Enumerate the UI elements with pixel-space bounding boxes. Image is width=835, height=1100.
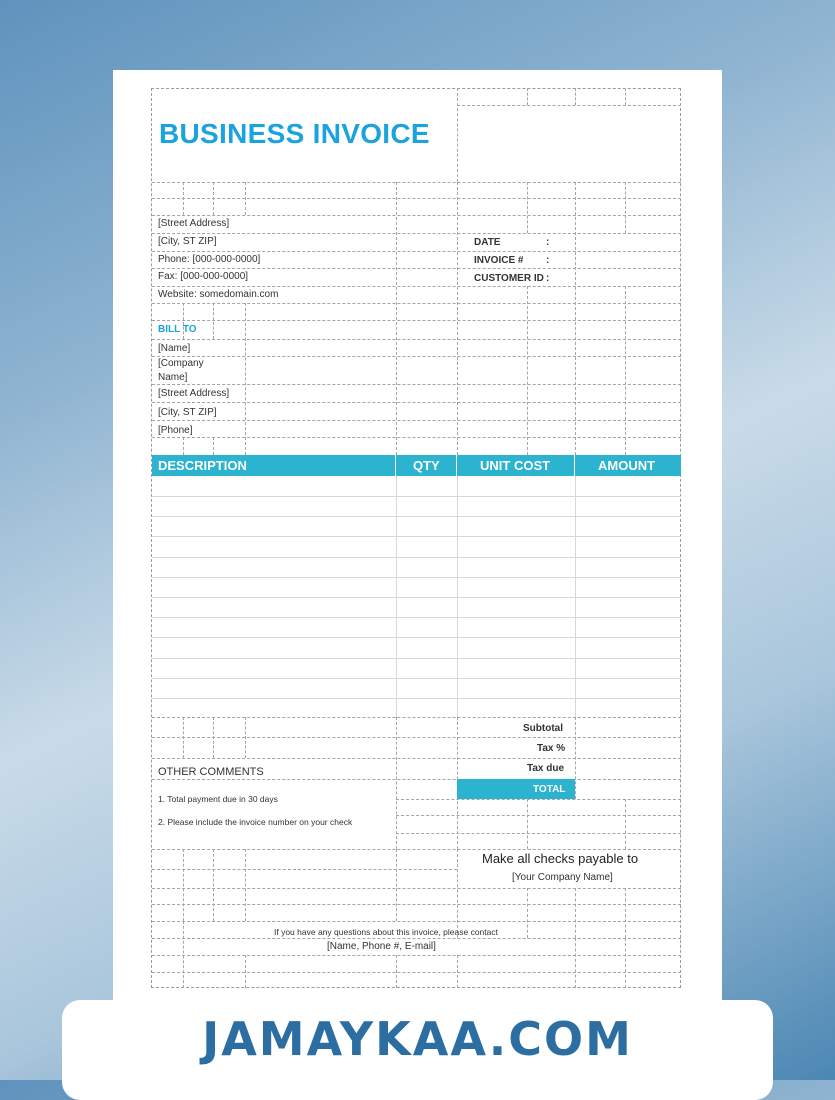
grid-line (183, 849, 184, 921)
grid-line (213, 717, 214, 758)
grid-line (152, 215, 681, 216)
grid-line (575, 717, 576, 799)
grid-line (396, 955, 397, 988)
grid-line (396, 799, 681, 800)
grid-line (152, 955, 681, 956)
grid-line (457, 955, 458, 988)
grid-line (625, 182, 626, 233)
grid-line (396, 833, 681, 834)
grid-line (625, 286, 626, 455)
grid-line (152, 557, 681, 558)
grid-line (183, 717, 184, 758)
grid-line (457, 476, 458, 717)
brand-logo-text[interactable]: JAMAYKAA.COM (202, 1012, 633, 1066)
customer-id-label: CUSTOMER ID (474, 273, 544, 284)
grid-line (152, 356, 681, 357)
grid-line (245, 182, 246, 215)
grid-line (183, 921, 184, 988)
grid-line (152, 869, 457, 870)
grid-line (457, 105, 681, 106)
sender-website[interactable]: Website: somedomain.com (158, 289, 279, 300)
payable-company[interactable]: [Your Company Name] (512, 872, 613, 883)
grid-line (527, 286, 528, 455)
grid-line (152, 536, 681, 537)
grid-line (152, 849, 681, 850)
grid-line (152, 972, 681, 973)
col-unit-cost: UNIT COST (480, 458, 551, 473)
invoice-number-colon: : (546, 255, 550, 266)
comment-line-2[interactable]: 2. Please include the invoice number on your check (158, 817, 353, 827)
sender-fax[interactable]: Fax: [000-000-0000] (158, 271, 249, 282)
grid-line (457, 182, 458, 455)
grid-line (152, 339, 681, 340)
grid-line (396, 849, 397, 921)
grid-line (152, 717, 681, 718)
date-label: DATE (474, 237, 501, 248)
grid-line (152, 921, 681, 922)
grid-line (152, 286, 681, 287)
grid-line (183, 437, 184, 455)
grid-line (152, 303, 681, 304)
grid-line (575, 88, 576, 105)
sender-city[interactable]: [City, ST ZIP] (158, 236, 217, 247)
subtotal-label: Subtotal (523, 723, 563, 734)
bill-to-city[interactable]: [City, ST ZIP] (158, 407, 217, 418)
grid-line (152, 737, 681, 738)
grid-line (152, 251, 681, 252)
grid-line (152, 182, 681, 183)
grid-line (152, 420, 681, 421)
comment-line-1[interactable]: 1. Total payment due in 30 days (158, 794, 278, 804)
grid-line (152, 516, 681, 517)
bill-to-phone[interactable]: [Phone] (158, 425, 193, 436)
grid-line (527, 888, 528, 938)
customer-id-colon: : (546, 273, 550, 284)
grid-line (213, 303, 214, 339)
bill-to-street[interactable]: [Street Address] (158, 388, 230, 399)
bill-to-name[interactable]: [Name] (158, 343, 191, 354)
grid-line (152, 597, 681, 598)
grid-line (152, 384, 681, 385)
total-label: TOTAL (533, 784, 566, 795)
grid-line (152, 637, 681, 638)
grid-line (245, 303, 246, 455)
grid-line (152, 678, 681, 679)
grid-line (575, 182, 576, 455)
grid-line (396, 182, 397, 455)
grid-line (575, 938, 576, 988)
col-qty: QTY (413, 458, 440, 473)
grid-line (152, 402, 681, 403)
grid-line (527, 799, 528, 849)
grid-line (152, 938, 681, 939)
grid-line (245, 717, 246, 758)
grid-line (152, 437, 681, 438)
grid-line (213, 849, 214, 921)
sender-phone[interactable]: Phone: [000-000-0000] (158, 254, 261, 265)
grid-line (245, 849, 246, 921)
grid-line (245, 955, 246, 988)
footer-banner (62, 1000, 773, 1100)
grid-line (152, 268, 681, 269)
grid-line (152, 888, 681, 889)
grid-line (152, 698, 681, 699)
invoice-title: BUSINESS INVOICE (159, 118, 430, 149)
grid-line (183, 182, 184, 215)
grid-line (527, 88, 528, 105)
payable-label: Make all checks payable to (482, 851, 639, 866)
tax-pct-label: Tax % (537, 743, 566, 754)
grid-line (575, 888, 576, 938)
grid-line (527, 182, 528, 233)
grid-line (396, 815, 681, 816)
grid-line (152, 658, 681, 659)
grid-line (396, 476, 397, 717)
grid-line (457, 88, 458, 182)
grid-line (213, 182, 214, 215)
grid-line (152, 577, 681, 578)
grid-line (152, 758, 681, 759)
grid-line (152, 233, 681, 234)
grid-line (625, 88, 626, 105)
other-comments-label: OTHER COMMENTS (158, 766, 264, 778)
contact-line-2[interactable]: [Name, Phone #, E-mail] (327, 941, 436, 952)
bill-to-company-line1[interactable]: [Company (158, 358, 204, 369)
bill-to-label: BILL TO (158, 324, 197, 335)
grid-line (625, 888, 626, 938)
items-table-header (152, 455, 681, 476)
grid-line (625, 799, 626, 849)
bill-to-company-line2[interactable]: Name] (158, 372, 188, 383)
col-amount: AMOUNT (598, 458, 656, 473)
grid-line (152, 320, 681, 321)
grid-line (625, 938, 626, 988)
grid-line (152, 496, 681, 497)
sender-street[interactable]: [Street Address] (158, 218, 230, 229)
grid-line (575, 476, 576, 717)
date-colon: : (546, 237, 550, 248)
col-description: DESCRIPTION (158, 458, 247, 473)
grid-line (457, 849, 458, 938)
grid-line (396, 717, 397, 849)
grid-line (152, 617, 681, 618)
total-cell (457, 779, 575, 799)
grid-line (152, 904, 681, 905)
grid-line (152, 198, 681, 199)
tax-due-label: Tax due (527, 763, 565, 774)
grid-line (152, 779, 681, 780)
invoice-number-label: INVOICE # (474, 255, 524, 266)
grid-line (213, 437, 214, 455)
contact-line-1: If you have any questions about this invoice, please contact (274, 927, 498, 937)
